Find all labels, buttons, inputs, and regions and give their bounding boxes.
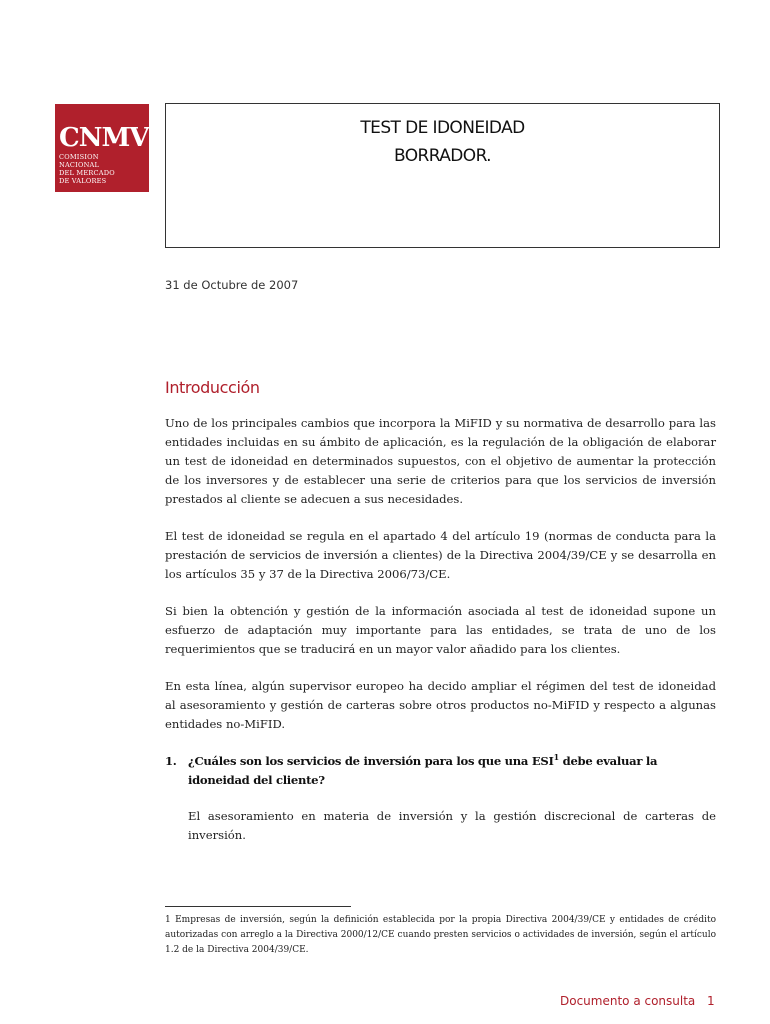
paragraph: Uno de los principales cambios que incorpora la MiFID y su normativa de desarrollo para las entidades incluidas en su ámbito de aplicación, es la regulación de la obligación de elaborar un test de idoneidad en determinados supuestos, con el objetivo de aumentar la protección de los inversores y de establecer una serie de criterios para que los servicios de inversión prestados al cliente se adecuen a sus necesidades. bbox=[165, 416, 716, 506]
logo-sub-line: DEL MERCADO bbox=[59, 169, 115, 177]
logo-sub-line: NACIONAL bbox=[59, 161, 100, 169]
document-body bbox=[165, 414, 716, 845]
footnote: 1 Empresas de inversión, según la definición establecida por la propia Directiva 2004/39/CE y entidades de crédito autorizadas con arreglo a la Directiva 2000/12/CE cuando presten servicios o actividades de inversión, según el artículo 1.2 de la Directiva 2004/39/CE. bbox=[165, 915, 716, 955]
question-text bbox=[188, 752, 716, 790]
section-heading: Introducción bbox=[165, 378, 260, 397]
question-heading bbox=[165, 752, 716, 790]
paragraph: El test de idoneidad se regula en el apartado 4 del artículo 19 (normas de conducta para la prestación de servicios de inversión a clientes) de la Directiva 2004/39/CE y se desarrolla en los artículos 35 y 37 de la Directiva 2006/73/CE. bbox=[165, 529, 716, 581]
document-title-box bbox=[165, 103, 720, 248]
question-text-start: ¿Cuáles son los servicios de inversión para los que una ESI bbox=[188, 754, 554, 768]
page-number: 1 bbox=[707, 994, 715, 1008]
cnmv-logo bbox=[55, 104, 149, 192]
document-date: 31 de Octubre de 2007 bbox=[165, 278, 299, 292]
logo-sub-line: COMISION bbox=[59, 153, 99, 161]
footnote-divider bbox=[165, 906, 351, 907]
footer-label: Documento a consulta bbox=[560, 994, 696, 1008]
question-text-end: debe evaluar la idoneidad del cliente? bbox=[188, 754, 658, 787]
paragraph: Si bien la obtención y gestión de la información asociada al test de idoneidad supone un esfuerzo de adaptación muy importante para las entidades, se trata de uno de los requerimientos que se traducirá en un mayor valor añadido para los clientes. bbox=[165, 604, 716, 656]
document-subtitle: BORRADOR. bbox=[394, 146, 491, 166]
document-title: TEST DE IDONEIDAD bbox=[360, 118, 525, 138]
logo-wordmark: CNMV bbox=[59, 123, 149, 153]
question-answer: El asesoramiento en materia de inversión y la gestión discrecional de carteras de inversión. bbox=[188, 809, 716, 842]
logo-sub-line: DE VALORES bbox=[59, 177, 107, 185]
logo-subtitle bbox=[59, 153, 145, 185]
paragraph: En esta línea, algún supervisor europeo ha decido ampliar el régimen del test de idoneidad al asesoramiento y gestión de carteras sobre otros productos no-MiFID y respecto a algunas entidades no-MiFID. bbox=[165, 679, 716, 731]
question-number: 1. bbox=[165, 754, 177, 768]
footnote-reference[interactable]: 1 bbox=[553, 752, 559, 763]
